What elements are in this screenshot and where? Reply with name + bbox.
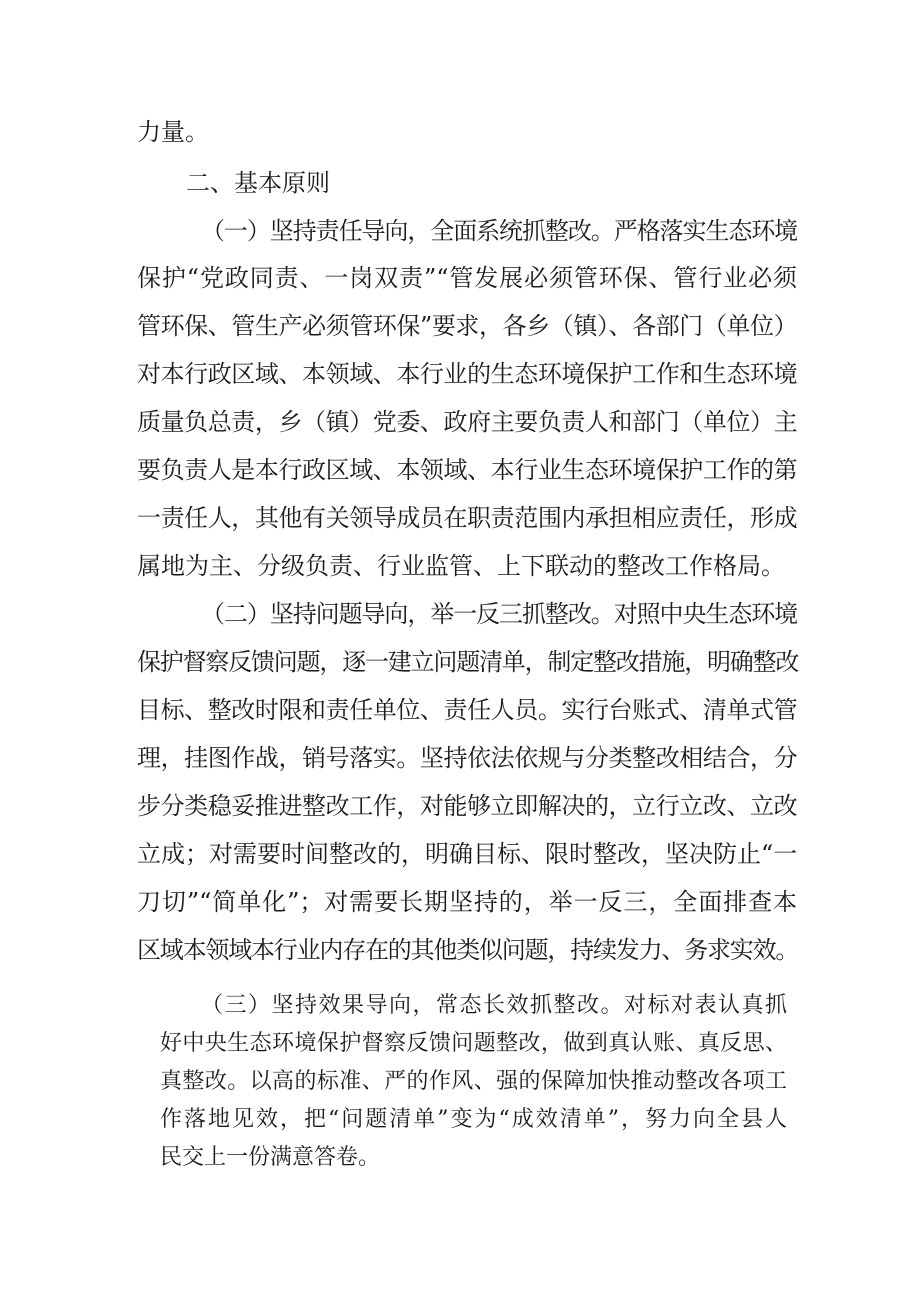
paragraph-line: 立成；对需要时间整改的，明确目标、限时整改，坚决防止“一 (137, 840, 798, 868)
paragraph-tail: 力量。 (137, 118, 209, 146)
paragraph-line: 好中央生态环境保护督察反馈问题整改，做到真认账、真反思、 (160, 1031, 787, 1056)
paragraph-line: 保护“党政同责、一岗双责”“管发展必须管环保、管行业必须 (137, 264, 797, 292)
paragraph-line: 质量负总责，乡（镇）党委、政府主要负责人和部门（单位）主 (137, 408, 797, 436)
paragraph-line: 保护督察反馈问题，逐一建立问题清单，制定整改措施，明确整改 (137, 648, 799, 676)
paragraph-line: 目标、整改时限和责任单位、责任人员。实行台账式、清单式管 (137, 696, 797, 724)
paragraph-line: （二）坚持问题导向，举一反三抓整改。对照中央生态环境 (201, 600, 797, 628)
paragraph-line: 管环保、管生产必须管环保”要求，各乡（镇）、各部门（单位） (137, 312, 797, 340)
paragraph-line: （一）坚持责任导向，全面系统抓整改。严格落实生态环境 (201, 217, 797, 245)
paragraph-line: 对本行政区域、本领域、本行业的生态环境保护工作和生态环境 (137, 360, 797, 388)
paragraph-line: 理，挂图作战，销号落实。坚持依法依规与分类整改相结合，分 (137, 744, 797, 772)
paragraph-line: 作落地见效，把“问题清单”变为“成效清单”，努力向全县人 (160, 1107, 787, 1132)
paragraph-line: 属地为主、分级负责、行业监管、上下联动的整改工作格局。 (137, 552, 785, 580)
paragraph-line: 真整改。以高的标准、严的作风、强的保障加快推动整改各项工 (160, 1069, 787, 1094)
paragraph-line: 步分类稳妥推进整改工作，对能够立即解决的，立行立改、立改 (137, 792, 797, 820)
paragraph-line: 刀切”“简单化”；对需要长期坚持的，举一反三，全面排查本 (137, 888, 797, 916)
paragraph-line: 区域本领域本行业内存在的其他类似问题，持续发力、务求实效。 (137, 936, 799, 964)
section-heading: 二、基本原则 (186, 169, 330, 197)
paragraph-line: 要负责人是本行政区域、本领域、本行业生态环境保护工作的第 (137, 456, 797, 484)
paragraph-line: 民交上一份满意答卷。 (160, 1145, 381, 1170)
paragraph-line: （三）坚持效果导向，常态长效抓整改。对标对表认真抓 (201, 993, 787, 1018)
paragraph-line: 一责任人，其他有关领导成员在职责范围内承担相应责任，形成 (137, 504, 797, 532)
